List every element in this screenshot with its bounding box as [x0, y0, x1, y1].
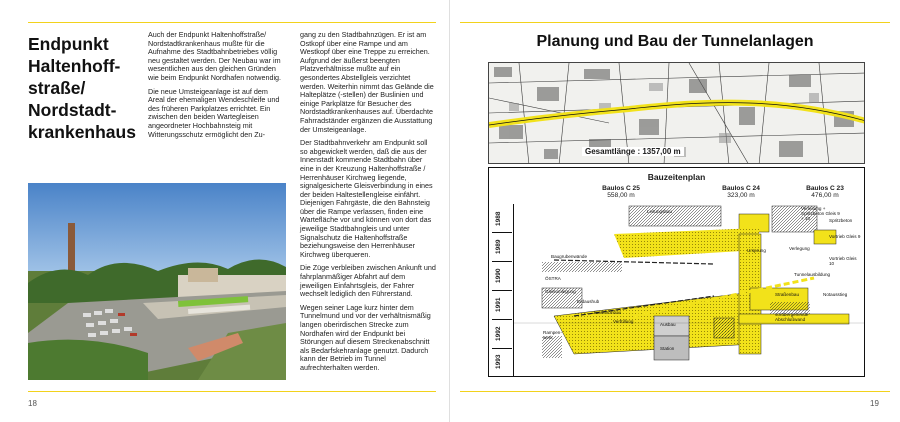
year-separator: [492, 319, 512, 320]
paragraph: Auch der Endpunkt Haltenhoffstraße/ Nordstadtkrankenhaus mußte für die Aufnahme des Stadtbahnbetriebes völlig neu gestaltet werden. Der Neubau war im wesentlichen aus den gleichen Gründen wie beim Endpunkt Nordhafen notwendig.: [148, 30, 282, 82]
label-verfuellung: Verfüllung: [613, 319, 634, 324]
article-heading: [28, 33, 140, 143]
year-label: 1989: [495, 239, 502, 255]
heading-line: straße/: [28, 78, 86, 98]
year-label: 1993: [495, 354, 502, 370]
label-erdaushub: Erdaushub: [577, 299, 600, 304]
top-rule: [460, 22, 890, 23]
label-tunnelrohbau: Tunnelrohbau: [593, 310, 622, 315]
paragraph: Die neue Umsteigeanlage ist auf dem Areal der ehemaligen Wendeschleife und des früheren Parkplatzes errichtet. Ein zwischen den beiden Wartegleisen angeordneter Hochbahnsteig mit Witterungsschutz ermöglicht den Zu-: [148, 86, 280, 139]
baulos-length: 323,00 m: [727, 192, 755, 199]
baulos-length: 558,00 m: [607, 192, 635, 199]
baulos-name: Baulos C 25: [602, 185, 640, 192]
heading-line: Nordstadt-: [28, 100, 117, 120]
baulos-name: Baulos C 24: [722, 185, 760, 192]
label-verleitung: Verleitung + Spritzbeton Gleis 9 + 10: [801, 206, 840, 221]
bottom-rule: [460, 391, 890, 392]
label-vortrieb-9: Vortrieb Gleis 9: [829, 234, 861, 239]
label-vortrieb-10: Vortrieb Gleis 10: [829, 256, 857, 266]
top-rule: [28, 22, 436, 23]
page-title: Planung und Bau der Tunnelanlagen: [536, 33, 814, 50]
label-baugrube: Baugrubenwände: [551, 254, 588, 259]
year-separator: [492, 232, 512, 233]
label-ostra: ÖSTRA: [545, 276, 561, 281]
year-label: 1992: [495, 326, 502, 342]
label-ursprung: Ursprung: [747, 248, 766, 253]
year-separator: [492, 348, 512, 349]
baulos-c24: [701, 185, 781, 199]
paragraph: Die Züge verbleiben zwischen Ankunft und fahrplanmäßiger Abfahrt auf dem jeweiligen Einfahrtsgleis, der Fahrer wechselt lediglich den Führerstand.: [300, 263, 436, 299]
label-verlegung: Verlegung: [789, 246, 810, 251]
schedule-title: Bauzeitenplan: [647, 172, 706, 182]
label-rampenwerk: Rampen-werk: [543, 330, 562, 340]
label-spritzbeton: Spritzbeton: [829, 218, 853, 223]
page-number: 19: [870, 399, 879, 408]
construction-schedule: [488, 167, 865, 377]
station-aerial-photo: [28, 183, 286, 380]
right-page: [450, 0, 900, 422]
baulos-name: Baulos C 23: [806, 185, 844, 192]
paragraph: Wegen seiner Lage kurz hinter dem Tunnelmund und vor der verhältnismäßig langen oberirdischen Strecke zum Nordhafen wird der Endpunkt bei Störungen auf diesem Streckenabschnitt als Bedarfskehranlage genutzt. Dadurch kann der Betrieb im Tunnel aufrechterhalten werden.: [300, 302, 431, 372]
label-gleisumlegung: Gleisumlegung: [545, 289, 576, 294]
bottom-rule: [28, 391, 436, 392]
year-separator: [492, 261, 512, 262]
label-tunnelausbau: Tunnelausbildung: [794, 272, 831, 277]
paragraph: gang zu den Stadtbahnzügen. Er ist am Ostkopf über eine Rampe und am Westkopf über eine Treppe zu erreichen. Aufgrund der äußerst beengten Platzverhältnisse mußte auf ein gesondertes Abstellgleis verzichtet werden. Weiterhin nimmt das Gelände die Halteplätze (-stellen) der Buslinien und einige Parkplätze für Besucher des Nordstadtkrankenhauses auf. Überdachte Fahrradständer ergänzen die Ausstattung der Umsteigeanlage.: [300, 30, 434, 134]
year-label: 1988: [495, 211, 502, 227]
baulos-c23: [785, 185, 865, 199]
label-leitungsbau: Leitungsbau: [647, 209, 673, 214]
paragraph: Der Stadtbahnverkehr am Endpunkt soll so abgewickelt werden, daß die aus der Innenstadt kommende Stadtbahn über eine in der Kreuzung Haltenhoffstraße / Herrenhäuser Kirchweg liegende, signalgesicherte Gleisverbindung in eines der beiden Haltestellengleise einfährt. Diejenigen Fahrgäste, die den Bahnsteig über die Rampe verlassen, finden eine Wartefläche vor und können von dort das jeweilige Stadtbahngleis und unter Signalschutz die Haltenhoffstraße beziehungsweise den Herrenhäuser Kirchweg überqueren.: [300, 138, 433, 259]
text-column-a: [148, 31, 284, 144]
label-notausstieg: Notausstieg: [823, 292, 848, 297]
year-label: 1990: [495, 268, 502, 284]
heading-line: krankenhaus: [28, 122, 136, 142]
label-station: Station: [660, 346, 675, 351]
page-number: 18: [28, 399, 37, 408]
label-ausbau: Ausbau: [660, 322, 676, 327]
heading-line: Haltenhoff-: [28, 56, 121, 76]
label-strassenbau: Straßenbau: [775, 292, 800, 297]
year-separator: [492, 290, 512, 291]
year-label: 1991: [495, 297, 502, 313]
baulos-length: 476,00 m: [811, 192, 839, 199]
heading-line: Endpunkt: [28, 34, 109, 54]
text-column-b: [300, 31, 436, 378]
label-vorbahnhof: vorübergehende Abschlußwand: [775, 312, 809, 322]
total-length-label: Gesamtlänge : 1357,00 m: [582, 147, 684, 156]
baulos-c25: [581, 185, 661, 199]
